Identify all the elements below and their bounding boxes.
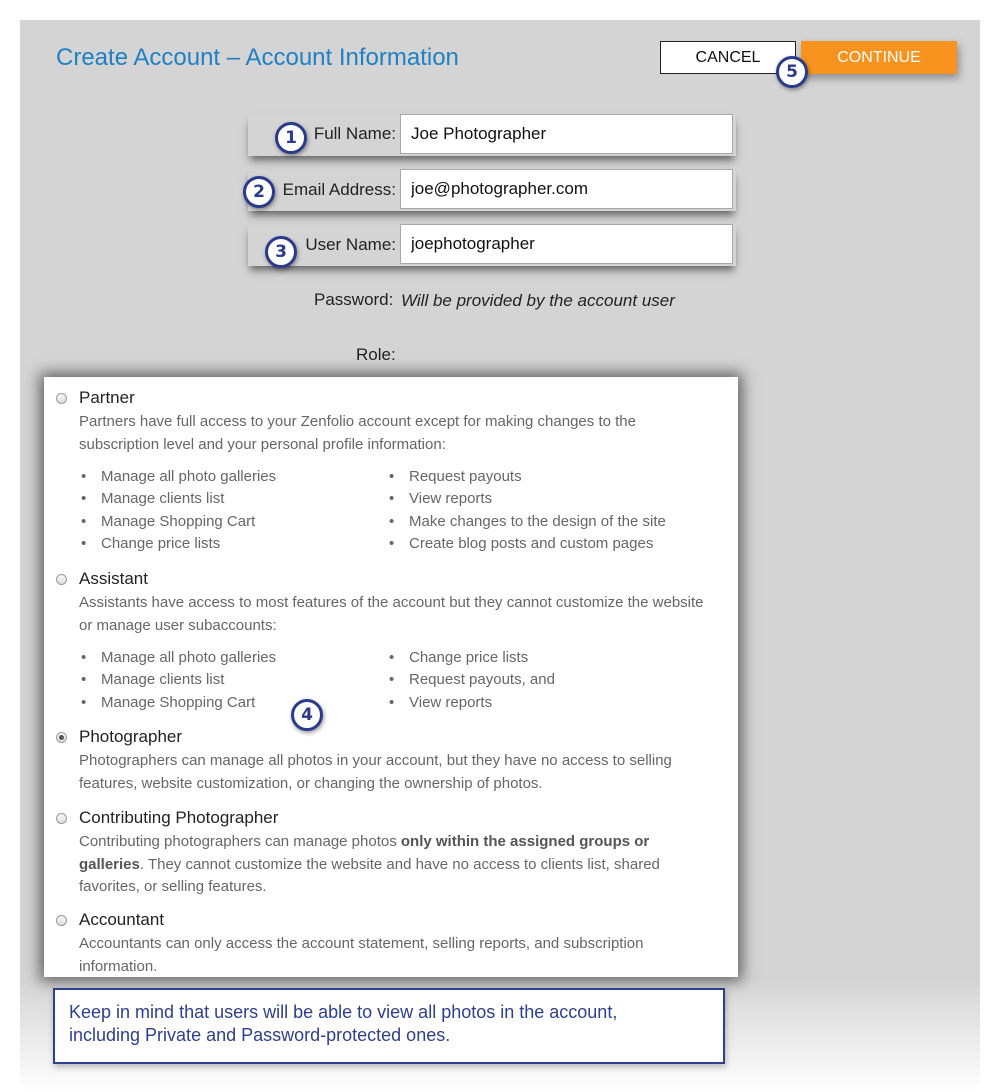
accountant-desc-line1: Accountants can only access the account statement, selling reports, and subscription: [79, 935, 644, 952]
photographer-desc-line2: features, website customization, or changing the ownership of photos.: [79, 774, 543, 792]
note-line2: including Private and Password-protected ones.: [69, 1025, 451, 1045]
accountant-desc-line2: information.: [79, 957, 158, 975]
callout-badge-1: 1: [275, 122, 307, 154]
partner-desc-line2: subscription level and your personal profile information:: [79, 435, 446, 453]
list-item: • Manage clients list: [79, 488, 276, 510]
contributing-desc-bold2: galleries: [79, 855, 140, 873]
full-name-input[interactable]: [400, 114, 733, 154]
roles-panel: [44, 377, 738, 977]
accountant-radio[interactable]: [56, 915, 67, 926]
cancel-button[interactable]: CANCEL: [660, 41, 796, 74]
continue-button[interactable]: CONTINUE: [801, 41, 957, 74]
page-title: Create Account – Account Information: [56, 44, 459, 71]
email-input[interactable]: [400, 169, 733, 209]
contributing-desc-c: favorites, or selling features.: [79, 878, 267, 895]
list-item: • Request payouts, and: [387, 669, 555, 691]
callout-badge-4: 4: [291, 699, 323, 731]
photographer-title: Photographer: [79, 727, 183, 746]
list-item: • Request payouts: [387, 466, 666, 488]
list-item: • Manage all photo galleries: [79, 647, 276, 669]
callout-badge-5: 5: [776, 56, 808, 88]
list-item: • Change price lists: [387, 647, 555, 669]
accountant-description: [79, 933, 729, 978]
partner-desc-line1: Partners have full access to your Zenfolio account except for making changes to the: [79, 413, 636, 430]
user-name-label: User Name:: [305, 235, 396, 254]
assistant-title: Assistant: [79, 569, 148, 588]
list-item: • View reports: [387, 692, 555, 714]
accountant-title: Accountant: [79, 910, 165, 929]
contributing-desc-bold1: only within the assigned groups or: [400, 833, 650, 850]
assistant-description: [79, 592, 729, 637]
list-item: • Change price lists: [79, 533, 276, 555]
callout-badge-2: 2: [243, 176, 275, 208]
list-item: • View reports: [387, 488, 666, 510]
contributing-desc-a: Contributing photographers can manage photos: [79, 833, 401, 850]
assistant-radio[interactable]: [56, 574, 67, 585]
contributing-photographer-radio[interactable]: [56, 813, 67, 824]
photographer-desc-line1: Photographers can manage all photos in your account, but they have no access to selling: [79, 752, 672, 769]
view-photos-note: [53, 988, 725, 1064]
partner-bullets-right: [387, 466, 666, 555]
role-label: Role:: [356, 345, 396, 364]
list-item: • Make changes to the design of the site: [387, 511, 666, 533]
list-item: • Manage Shopping Cart: [79, 511, 276, 533]
callout-badge-3: 3: [265, 236, 297, 268]
note-line1: Keep in mind that users will be able to view all photos in the account,: [69, 1002, 618, 1022]
list-item: • Create blog posts and custom pages: [387, 533, 666, 555]
user-name-input[interactable]: [400, 224, 733, 264]
list-item: • Manage all photo galleries: [79, 466, 276, 488]
contributing-photographer-description: [79, 831, 729, 899]
email-label: Email Address:: [282, 180, 396, 199]
partner-description: [79, 411, 729, 456]
assistant-bullets-right: [387, 647, 555, 714]
partner-bullets-left: [79, 466, 276, 555]
full-name-label: Full Name:: [313, 124, 396, 143]
contributing-photographer-title: Contributing Photographer: [79, 808, 279, 827]
assistant-desc-line1: Assistants have access to most features of the account but they cannot customize the website: [79, 594, 704, 611]
password-label: Password:: [314, 290, 394, 309]
photographer-description: [79, 750, 729, 795]
password-value: Will be provided by the account user: [401, 291, 675, 310]
contributing-desc-b: . They cannot customize the website and have no access to clients list, shared: [139, 855, 660, 873]
assistant-desc-line2: or manage user subaccounts:: [79, 616, 277, 634]
photographer-radio[interactable]: [56, 732, 67, 743]
partner-radio[interactable]: [56, 393, 67, 404]
list-item: • Manage Shopping Cart: [79, 692, 276, 714]
partner-title: Partner: [79, 388, 135, 407]
list-item: • Manage clients list: [79, 669, 276, 691]
assistant-bullets-left: [79, 647, 276, 714]
